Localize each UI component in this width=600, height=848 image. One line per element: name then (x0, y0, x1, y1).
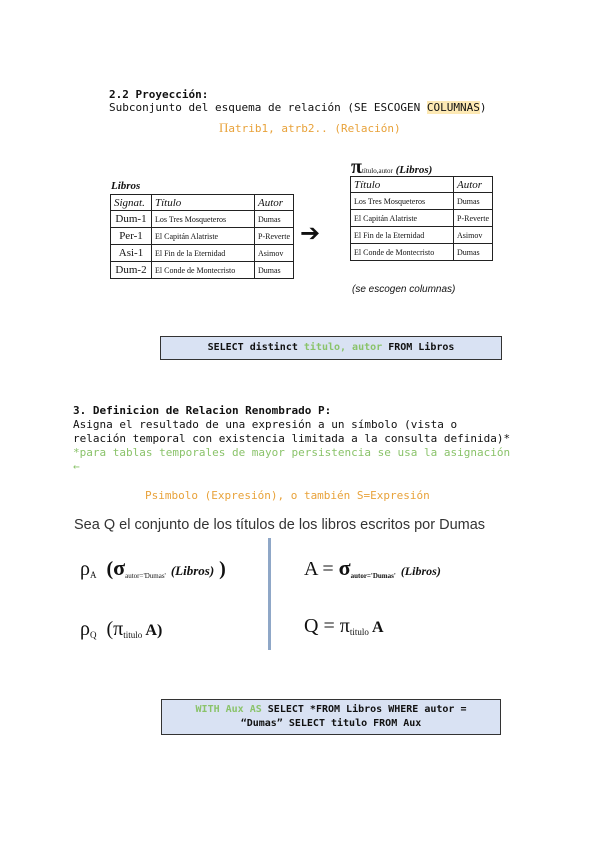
table-row: El Capitán Alatriste P-Reverte (351, 210, 493, 227)
table-row: Dum-2 El Conde de Montecristo Dumas (111, 262, 294, 279)
section-2-heading: 2.2 Proyección: (109, 88, 209, 101)
section-3-heading: 3. Definicion de Relacion Renombrado P: (73, 404, 332, 417)
highlighted-word: COLUMNAS (426, 101, 480, 114)
formula-assign-a: A = σautor='Dumas' (Libros) (304, 555, 441, 580)
sql-with-line-1: WITH Aux AS SELECT *FROM Libros WHERE autor = (195, 704, 467, 715)
table-row: Los Tres Mosqueteros Dumas (351, 193, 493, 210)
arrow-icon: ➔ (300, 220, 321, 247)
table-row: El Fin de la Eternidad Asimov (351, 227, 493, 244)
result-table-caption: πtítulo,autor (Libros) (351, 156, 433, 178)
libros-table-caption: Libros (111, 180, 141, 192)
formula-rename-a: $\rho_A$ (σautor='Dumas' (Libros) ) (80, 555, 226, 580)
libros-table (110, 194, 294, 279)
table-row: Dum-1 Los Tres Mosqueteros Dumas (111, 211, 294, 228)
header-titulo: Título (152, 195, 255, 211)
vertical-divider (268, 538, 271, 650)
section-3-note: *para tablas temporales de mayor persistencia se usa la asignación (73, 446, 511, 459)
result-table-header (351, 177, 493, 193)
sql-with-box (161, 699, 501, 735)
header-signatura: Signat. (111, 195, 152, 211)
header-titulo: Título (351, 177, 454, 193)
header-autor: Autor (454, 177, 493, 193)
section-2-description: Subconjunto del esquema de relación (SE ESCOGEN COLUMNAS) (109, 101, 487, 114)
table-row: Asi-1 El Fin de la Eternidad Asimov (111, 245, 294, 262)
example-title: Sea Q el conjunto de los títulos de los libros escritos por Dumas (74, 517, 486, 533)
result-table (350, 176, 493, 261)
header-autor: Autor (255, 195, 294, 211)
table-row: El Conde de Montecristo Dumas (351, 244, 493, 261)
section-3-line-1: Asigna el resultado de una expresión a un símbolo (vista o (73, 418, 458, 431)
table-row: Per-1 El Capitán Alatriste P-Reverte (111, 228, 294, 245)
rename-syntax: Psimbolo (Expresión), o también S=Expresión (145, 489, 430, 502)
result-note: (se escogen columnas) (352, 284, 456, 295)
projection-syntax: Πatrib1, atrb2.. (Relación) (219, 120, 401, 135)
formula-assign-q: $Q = \pi_{titulo}$ A (304, 615, 384, 637)
note-arrow-icon: ← (73, 460, 80, 473)
libros-table-header (111, 195, 294, 211)
sql-query-box: SELECT distinct titulo, autor FROM Libros (160, 336, 502, 360)
section-3-line-2: relación temporal con existencia limitada a la consulta definida)* (73, 432, 511, 445)
formula-rename-q: $\rho_Q$ ($\pi_{titulo}$ A) (80, 618, 163, 640)
sql-with-line-2: “Dumas” SELECT titulo FROM Aux (240, 718, 422, 729)
